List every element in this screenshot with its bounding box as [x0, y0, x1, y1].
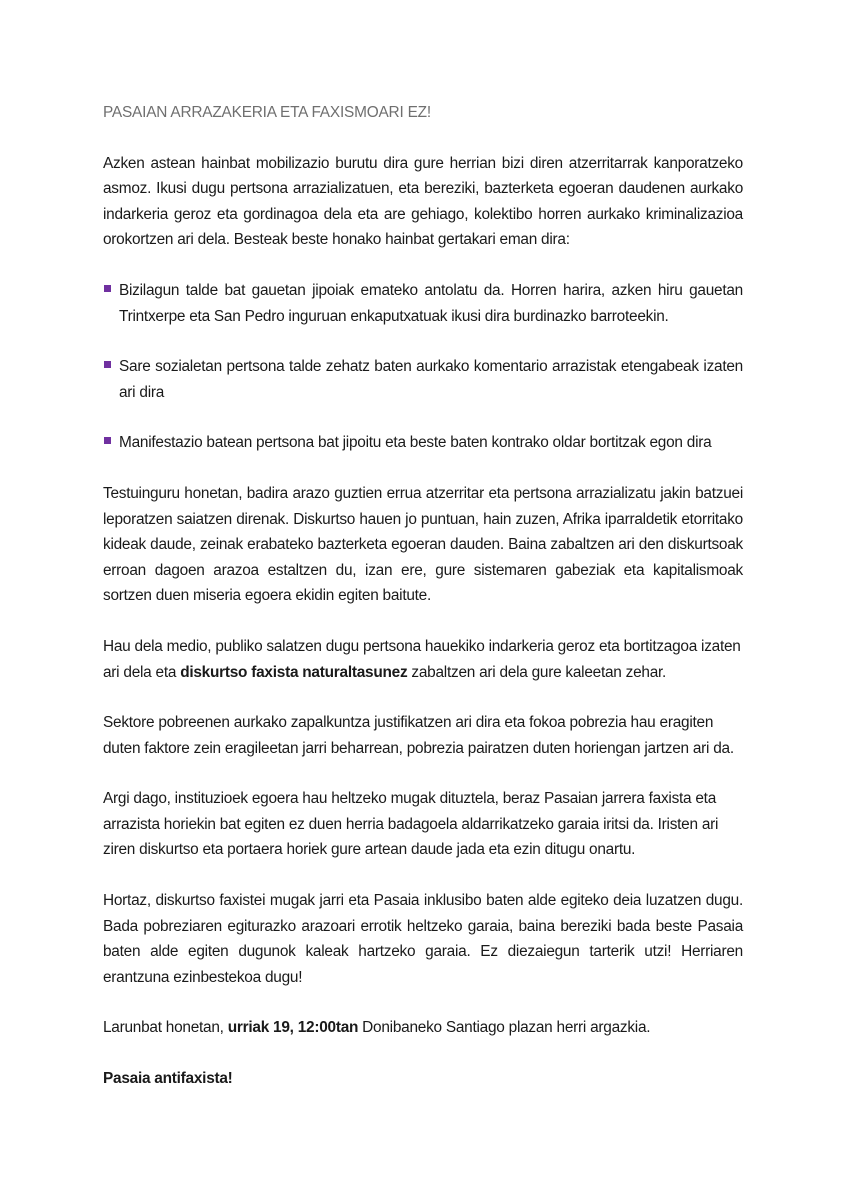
denounce-paragraph — [103, 634, 743, 685]
square-bullet-icon — [104, 285, 111, 292]
denounce-text: Hau dela medio, publiko salatzen dugu pertsona hauekiko indarkeria geroz eta bortitzagoa izaten ari dela eta — [103, 637, 741, 681]
bullet-text: Bizilagun talde bat gauetan jipoiak emateko antolatu da. Horren harira, azken hiru gauetan Trintxerpe eta San Pedro inguruan enkaputxatuak ikusi dira burdinazko barroteekin. — [119, 281, 743, 325]
document-page — [103, 100, 743, 1117]
event-text: Larunbat honetan, — [103, 1019, 228, 1037]
bullet-item — [103, 278, 743, 329]
denounce-emphasis: diskurtso faxista naturaltasunez — [180, 663, 408, 681]
context-paragraph: Testuinguru honetan, badira arazo guztien errua atzerritar eta pertsona arrazializatu jakin batzuei leporatzen saiatzen direnak. Diskurtso hauen jo puntuan, hain zuzen, Afrika iparraldetik etorritako kideak daude, zeinak erabateko bazterketa egoeran dauden. Baina zabaltzen ari den diskurtsoak erroan dagoen arazoa estaltzen du, izan ere, gure sistemaren gabeziak eta kapitalismoak sortzen duen miseria egoera ekidin egiten baitute. — [103, 484, 743, 605]
event-text-end: Donibaneko Santiago plazan herri argazkia. — [358, 1019, 651, 1037]
document-title: PASAIAN ARRAZAKERIA ETA FAXISMOARI EZ! — [103, 104, 431, 121]
call-paragraph: Hortaz, diskurtso faxistei mugak jarri eta Pasaia inklusibo baten alde egiteko deia luzatzen dugu. Bada pobreziaren egiturazko arazoari errotik heltzeko garaia, baina bereziki bada beste Pasaia baten alde egiten dugunok kaleak hartzeko garaia. Ez diezaiegun tarterik utzi! Herriaren erantzuna ezinbestekoa dugu! — [103, 892, 743, 986]
institutions-paragraph: Argi dago, instituzioek egoera hau heltzeko mugak dituztela, beraz Pasaian jarrera faxista eta arrazista horiekin bat egiten ez duen herria badagoela aldarrikatzeko garaia iritsi da. Iristen ari ziren diskurtso eta portaera horiek gure artean daude jada eta ezin ditugu onartu. — [103, 790, 719, 859]
intro-paragraph: Azken astean hainbat mobilizazio burutu dira gure herrian bizi diren atzerritarrak kanporatzeko asmoz. Ikusi dugu pertsona arrazializatuen, eta bereziki, bazterketa egoeran daudenen aurkako indarkeria geroz eta gordinagoa dela eta are gehiago, kolektibo horren aurkako kriminalizazioa orokortzen ari dela. Besteak beste honako hainbat gertakari eman dira: — [103, 154, 743, 249]
square-bullet-icon — [104, 437, 111, 444]
closing-slogan: Pasaia antifaxista! — [103, 1070, 233, 1088]
sectors-paragraph: Sektore pobreenen aurkako zapalkuntza justifikatzen ari dira eta fokoa pobrezia hau eragiten duten faktore zein eragileetan jarri beharrean, pobrezia pairatzen duten horiengan jartzen ari da. — [103, 714, 734, 757]
bullet-text: Manifestazio batean pertsona bat jipoitu eta beste baten kontrako oldar bortitzak egon dira — [119, 434, 712, 452]
closing-line — [103, 1066, 743, 1092]
event-datetime: urriak 19, 12:00tan — [227, 1019, 359, 1037]
bullet-item — [103, 354, 743, 405]
bullet-text: Sare sozialetan pertsona talde zehatz baten aurkako komentario arrazistak etengabeak izaten ari dira — [119, 358, 743, 401]
bullet-item — [103, 430, 743, 456]
square-bullet-icon — [104, 361, 111, 368]
denounce-text-end: zabaltzen ari dela gure kaleetan zehar. — [407, 663, 667, 681]
event-paragraph — [103, 1015, 743, 1041]
